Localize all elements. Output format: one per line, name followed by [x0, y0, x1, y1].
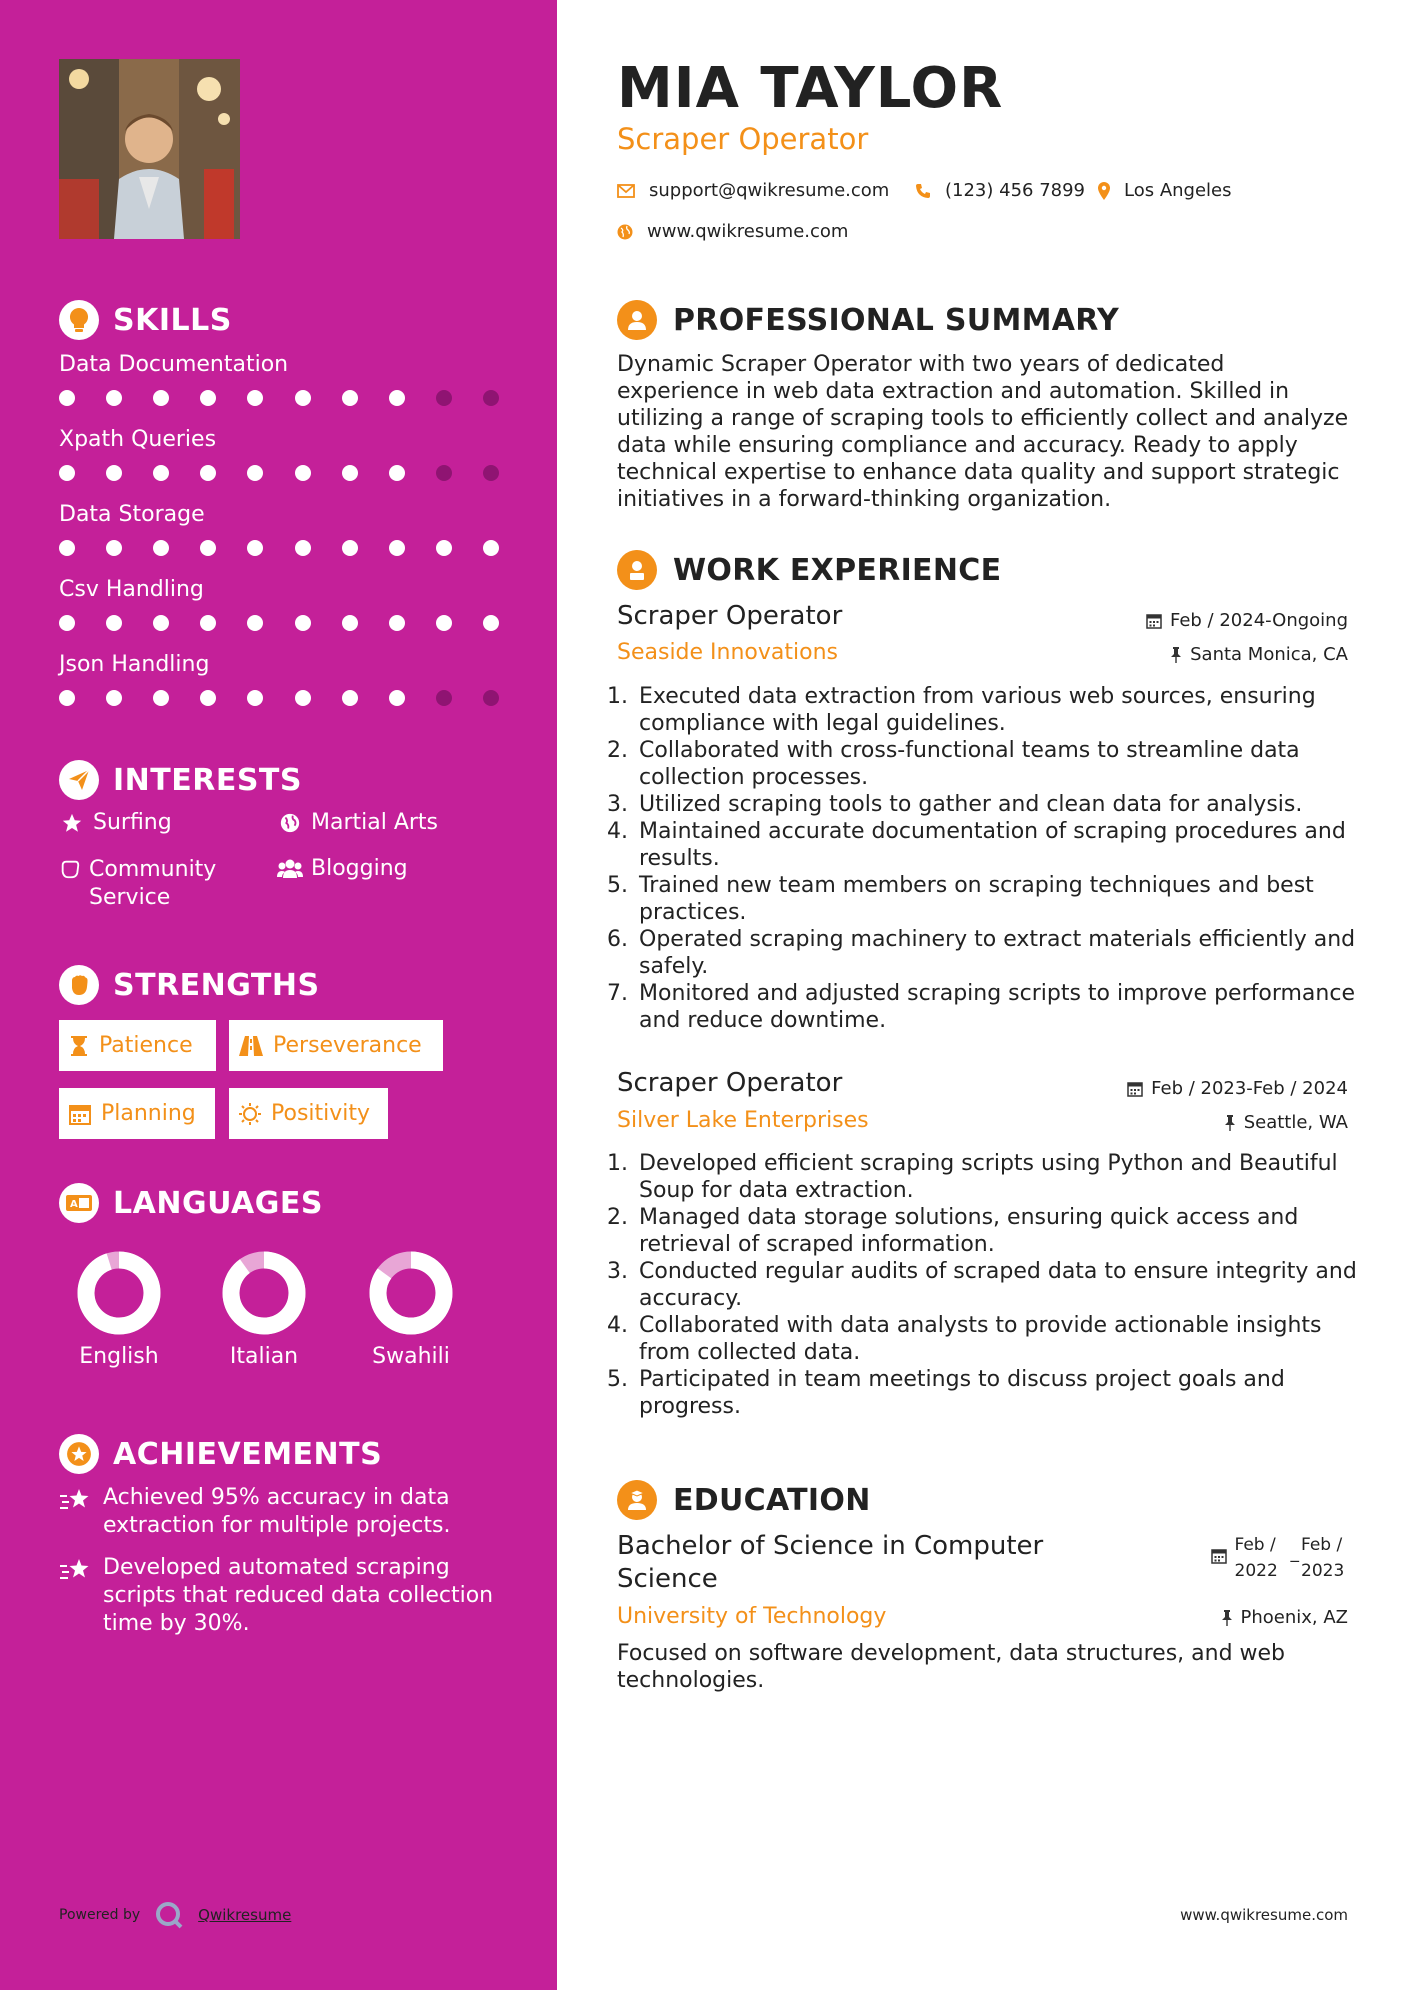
- rating-dot-filled: [483, 540, 499, 556]
- language-item: [351, 1250, 471, 1369]
- language-donut-fill: [86, 1260, 152, 1326]
- rating-dot-filled: [106, 390, 122, 406]
- contact-location: Los Angeles: [1098, 180, 1232, 201]
- rating-dot-filled: [200, 465, 216, 481]
- summary-header: [617, 300, 1119, 340]
- education-location: Phoenix, AZ: [1221, 1607, 1349, 1628]
- education-school: University of Technology: [617, 1604, 887, 1629]
- strengths-title: STRENGTHS: [113, 967, 320, 1003]
- job-company: Silver Lake Enterprises: [617, 1108, 869, 1133]
- languages-header: [59, 1183, 323, 1223]
- rating-dot-filled: [342, 390, 358, 406]
- rating-dot-filled: [247, 615, 263, 631]
- strength-badge: Positivity: [229, 1088, 388, 1139]
- rating-dot-filled: [200, 540, 216, 556]
- rating-dot-filled: [247, 465, 263, 481]
- rating-dot-empty: [436, 690, 452, 706]
- star-icon: [59, 810, 85, 834]
- experience-header: [617, 550, 1001, 590]
- strength-badge: Patience: [59, 1020, 216, 1071]
- skill-name: Data Documentation: [59, 352, 289, 377]
- achievement-item: Achieved 95% accuracy in data extraction for multiple projects.: [59, 1484, 499, 1540]
- language-name: Italian: [229, 1344, 299, 1369]
- list-item: 2. Collaborated with cross-functional teams to streamline data collection processes.: [635, 737, 1370, 791]
- list-item: 5. Trained new team members on scraping techniques and best practices.: [635, 872, 1370, 926]
- road-icon: [239, 1036, 263, 1056]
- rating-dot-filled: [200, 615, 216, 631]
- rating-dot-filled: [106, 690, 122, 706]
- briefcase-icon: [617, 550, 657, 590]
- list-item: 7. Monitored and adjusted scraping scripts to improve performance and reduce downtime.: [635, 980, 1370, 1034]
- rating-dot-filled: [153, 465, 169, 481]
- fist-icon: [59, 965, 99, 1005]
- footer-url[interactable]: www.qwikresume.com: [1180, 1906, 1348, 1924]
- language-name: English: [79, 1344, 159, 1369]
- job-location: Seattle, WA: [1224, 1112, 1348, 1133]
- education-degree: Bachelor of Science in Computer Science: [617, 1531, 1044, 1594]
- rating-dot-filled: [389, 690, 405, 706]
- skill-item: [59, 650, 499, 706]
- rating-dot-filled: [153, 615, 169, 631]
- pushpin-icon: [1224, 1115, 1236, 1131]
- skill-rating: [59, 615, 499, 631]
- skill-name: Xpath Queries: [59, 427, 217, 452]
- achievements-title: ACHIEVEMENTS: [113, 1436, 383, 1472]
- calendar-icon: [69, 1103, 91, 1125]
- list-item: 3. Conducted regular audits of scraped data to ensure integrity and accuracy.: [635, 1258, 1370, 1312]
- rating-dot-filled: [106, 465, 122, 481]
- hand-icon: [59, 856, 81, 880]
- rating-dot-filled: [342, 615, 358, 631]
- rating-dot-filled: [342, 690, 358, 706]
- language-item: [204, 1250, 324, 1369]
- rating-dot-filled: [389, 390, 405, 406]
- experience-title: WORK EXPERIENCE: [673, 552, 1002, 588]
- language-donut: [76, 1250, 162, 1336]
- shooting-star-icon: [59, 1484, 91, 1522]
- contact-email: support@qwikresume.com: [617, 180, 889, 201]
- interest-item: Surfing: [59, 810, 172, 835]
- language-donut: [368, 1250, 454, 1336]
- language-icon: [59, 1183, 99, 1223]
- interest-item: Martial Arts: [277, 810, 438, 835]
- rating-dot-filled: [483, 615, 499, 631]
- job-role: Scraper Operator: [617, 1068, 843, 1098]
- rating-dot-filled: [59, 615, 75, 631]
- rating-dot-filled: [200, 690, 216, 706]
- skills-header: [59, 300, 232, 340]
- contact-phone: (123) 456 7899: [915, 180, 1085, 201]
- paper-plane-icon: [59, 760, 99, 800]
- person-title: Scraper Operator: [617, 122, 869, 156]
- achievement-item: Developed automated scraping scripts that reduced data collection time by 30%.: [59, 1554, 499, 1638]
- rating-dot-filled: [389, 465, 405, 481]
- rating-dot-filled: [295, 615, 311, 631]
- qwikresume-link[interactable]: Qwikresume: [198, 1906, 292, 1924]
- languages-title: LANGUAGES: [113, 1185, 323, 1221]
- rating-dot-filled: [153, 540, 169, 556]
- rating-dot-filled: [59, 390, 75, 406]
- globe-icon: [277, 810, 303, 834]
- rating-dot-filled: [389, 540, 405, 556]
- list-item: 4. Maintained accurate documentation of scraping procedures and results.: [635, 818, 1370, 872]
- rating-dot-filled: [247, 390, 263, 406]
- interests-title: INTERESTS: [113, 762, 302, 798]
- list-item: 1. Developed efficient scraping scripts using Python and Beautiful Soup for data extraction.: [635, 1150, 1370, 1204]
- rating-dot-filled: [106, 615, 122, 631]
- profile-photo: [59, 59, 240, 239]
- rating-dot-empty: [483, 690, 499, 706]
- strength-badge: Perseverance: [229, 1020, 443, 1071]
- rating-dot-filled: [59, 540, 75, 556]
- rating-dot-filled: [247, 540, 263, 556]
- powered-by-label: Powered by: [59, 1907, 141, 1923]
- powered-by: [59, 1900, 291, 1930]
- skill-name: Csv Handling: [59, 577, 204, 602]
- rating-dot-empty: [483, 390, 499, 406]
- skill-rating: [59, 465, 499, 481]
- map-pin-icon: [1098, 182, 1110, 200]
- rating-dot-filled: [106, 540, 122, 556]
- user-icon: [617, 300, 657, 340]
- language-donut: [221, 1250, 307, 1336]
- education-header: [617, 1480, 871, 1520]
- contact-website: www.qwikresume.com: [617, 221, 848, 242]
- rating-dot-filled: [342, 540, 358, 556]
- rating-dot-filled: [200, 390, 216, 406]
- language-donut-fill: [231, 1260, 297, 1326]
- rating-dot-filled: [295, 390, 311, 406]
- calendar-icon: [1127, 1081, 1143, 1097]
- rating-dot-filled: [153, 690, 169, 706]
- pushpin-icon: [1170, 647, 1182, 663]
- job-company: Seaside Innovations: [617, 640, 838, 665]
- rating-dot-filled: [59, 690, 75, 706]
- education-date-end: Feb / 2023: [1301, 1535, 1345, 1581]
- phone-icon: [915, 183, 931, 199]
- graduate-icon: [617, 1480, 657, 1520]
- list-item: 6. Operated scraping machinery to extract materials efficiently and safely.: [635, 926, 1370, 980]
- rating-dot-filled: [436, 615, 452, 631]
- strength-badge: Planning: [59, 1088, 215, 1139]
- rating-dot-filled: [436, 540, 452, 556]
- education-text: Focused on software development, data structures, and web technologies.: [617, 1641, 1286, 1693]
- list-item: 1. Executed data extraction from various web sources, ensuring compliance with legal guidelines.: [635, 683, 1370, 737]
- skill-item: [59, 425, 499, 481]
- globe-icon: [617, 224, 633, 240]
- skill-rating: [59, 690, 499, 706]
- skills-title: SKILLS: [113, 302, 232, 338]
- sun-icon: [239, 1103, 261, 1125]
- skill-rating: [59, 390, 499, 406]
- rating-dot-empty: [436, 390, 452, 406]
- rating-dot-filled: [295, 690, 311, 706]
- list-item: 3. Utilized scraping tools to gather and clean data for analysis.: [635, 791, 1370, 818]
- rating-dot-filled: [247, 690, 263, 706]
- svg-text:A: A: [70, 1199, 78, 1210]
- education-date-start: Feb / 2022: [1234, 1535, 1278, 1581]
- rating-dot-filled: [295, 465, 311, 481]
- interest-item: Blogging: [277, 856, 408, 881]
- skill-item: [59, 575, 499, 631]
- envelope-icon: [617, 184, 635, 198]
- rating-dot-empty: [436, 465, 452, 481]
- summary-text: Dynamic Scraper Operator with two years of dedicated experience in web data extraction and automation. Skilled in utilizing a range of scraping tools to efficiently collect and analyze data while ensuring compliance and accuracy. Ready to apply technical expertise to enhance data quality and support strategic initiatives in a forward-thinking organization.: [617, 352, 1349, 512]
- qwikresume-logo-icon: [154, 1900, 184, 1930]
- shooting-star-icon: [59, 1554, 91, 1592]
- interests-header: [59, 760, 302, 800]
- users-icon: [277, 856, 303, 880]
- skill-item: [59, 350, 499, 406]
- lightbulb-icon: [59, 300, 99, 340]
- interest-item: Community Service: [59, 856, 259, 912]
- rating-dot-filled: [295, 540, 311, 556]
- rating-dot-empty: [483, 465, 499, 481]
- strengths-header: [59, 965, 320, 1005]
- calendar-icon: [1211, 1532, 1227, 1564]
- hourglass-icon: [69, 1035, 89, 1057]
- list-item: 5. Participated in team meetings to discuss project goals and progress.: [635, 1366, 1370, 1420]
- job-date: Feb / 2023-Feb / 2024: [1127, 1078, 1348, 1099]
- summary-title: PROFESSIONAL SUMMARY: [673, 302, 1120, 338]
- pushpin-icon: [1221, 1610, 1233, 1626]
- skill-name: Data Storage: [59, 502, 205, 527]
- rating-dot-filled: [342, 465, 358, 481]
- achievements-header: [59, 1434, 382, 1474]
- education-title: EDUCATION: [673, 1482, 871, 1518]
- education-date-separator: _: [1290, 1543, 1299, 1563]
- job-role: Scraper Operator: [617, 601, 843, 631]
- job-location: Santa Monica, CA: [1170, 644, 1348, 665]
- skill-name: Json Handling: [59, 652, 210, 677]
- list-item: 4. Collaborated with data analysts to provide actionable insights from collected data.: [635, 1312, 1370, 1366]
- rating-dot-filled: [389, 615, 405, 631]
- rating-dot-filled: [59, 465, 75, 481]
- person-name: MIA TAYLOR: [617, 56, 1004, 121]
- language-item: [59, 1250, 179, 1369]
- list-item: 2. Managed data storage solutions, ensuring quick access and retrieval of scraped information.: [635, 1204, 1370, 1258]
- job-bullets: [617, 683, 1370, 1034]
- job-date: Feb / 2024-Ongoing: [1146, 610, 1348, 631]
- skill-item: [59, 500, 499, 556]
- sidebar: [0, 0, 557, 1990]
- calendar-icon: [1146, 613, 1162, 629]
- rating-dot-filled: [153, 390, 169, 406]
- job-bullets: [617, 1150, 1370, 1420]
- award-star-icon: [59, 1434, 99, 1474]
- skill-rating: [59, 540, 499, 556]
- education-dates: [1211, 1532, 1350, 1584]
- language-name: Swahili: [372, 1344, 450, 1369]
